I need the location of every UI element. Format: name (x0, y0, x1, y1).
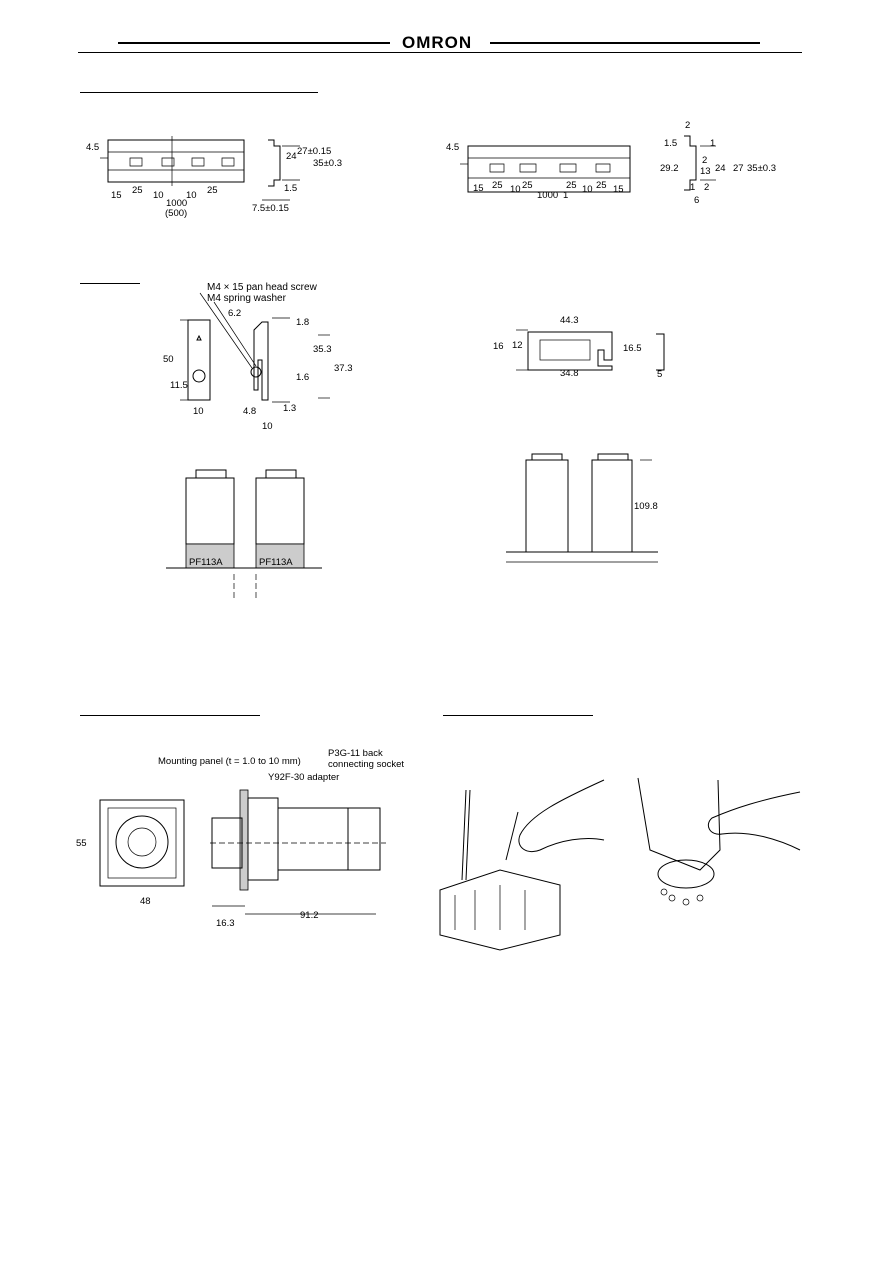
omron-logo: OMRON (402, 33, 473, 52)
dim-label: 10 (262, 421, 273, 432)
dim-label: 10 (153, 190, 164, 201)
dim-label: 1.8 (296, 317, 310, 328)
dim-label: 1000 (166, 198, 188, 209)
dim-label: 29.2 (660, 163, 679, 174)
dim-label: 7.5±0.15 (252, 203, 289, 214)
dim-label: 10 (510, 184, 521, 195)
dim-label: 25 (207, 185, 218, 196)
dim-label: 27±0.15 (297, 146, 332, 157)
dim-label: 4.8 (243, 406, 257, 417)
dim-label: 91.2 (300, 910, 319, 921)
socket-label: PF113A (189, 557, 223, 568)
dim-label: 27 (733, 163, 744, 174)
socket-label: P3G-11 back (328, 748, 383, 759)
dim-label: 1.5 (284, 183, 298, 194)
dim-label: 10 (186, 190, 197, 201)
dim-label: 15 (111, 190, 122, 201)
dim-label: 2 (704, 182, 710, 193)
adapter-label: Y92F-30 adapter (268, 772, 340, 783)
dim-label: 35.3 (313, 344, 332, 355)
dim-label: 24 (286, 151, 297, 162)
dim-label: 4.5 (86, 142, 100, 153)
removal-illustration-right (638, 778, 800, 905)
dim-label: 1 (710, 138, 716, 149)
socket-label: PF113A (259, 557, 293, 568)
mounting-panel-label: Mounting panel (t = 1.0 to 10 mm) (158, 756, 301, 767)
dim-label: 24 (715, 163, 726, 174)
dim-label: 2 (685, 120, 691, 131)
din-rail-left-drawing (100, 136, 300, 200)
dim-label: 109.8 (634, 501, 658, 512)
dim-label: 15 (473, 183, 484, 194)
dim-label: 4.5 (446, 142, 460, 153)
dim-label: 5 (657, 369, 663, 380)
spacer-drawing (516, 330, 664, 370)
dim-label: 1.5 (664, 138, 678, 149)
dim-label: 37.3 (334, 363, 353, 374)
dim-label: 15 (613, 184, 624, 195)
dim-label: 10 (193, 406, 204, 417)
dim-label: 13 (700, 166, 711, 177)
dim-label: 1.3 (283, 403, 297, 414)
dim-label: 11.5 (170, 380, 188, 391)
dim-label: 6 (694, 195, 700, 206)
dim-label: 16 (493, 341, 504, 352)
dim-label: 34.8 (560, 368, 579, 379)
washer-label: M4 spring washer (207, 293, 286, 304)
rail-mount-left-drawing (166, 470, 322, 598)
dim-label: 1.6 (296, 372, 310, 383)
dim-label: 2 (702, 155, 708, 166)
dim-label: 12 (512, 340, 523, 351)
dim-label: 25 (492, 180, 503, 191)
dim-label: (500) (165, 208, 188, 219)
socket-label: connecting socket (328, 759, 405, 770)
dim-label: 1 (563, 190, 569, 201)
end-plate-drawing (180, 293, 330, 402)
dim-label: 1000 (537, 190, 559, 201)
dim-label: 48 (140, 896, 151, 907)
dim-label: 25 (132, 185, 143, 196)
dim-label: 25 (596, 180, 607, 191)
removal-illustration-left (440, 780, 604, 950)
dim-label: 25 (522, 180, 533, 191)
dim-label: 16.5 (623, 343, 642, 354)
dim-label: 55 (76, 838, 87, 849)
dim-label: 25 (566, 180, 577, 191)
dim-label: 10 (582, 184, 593, 195)
dim-label: 44.3 (560, 315, 579, 326)
dim-label: 16.3 (216, 918, 235, 929)
dim-label: 6.2 (228, 308, 242, 319)
dim-label: 50 (163, 354, 174, 365)
screw-label: M4 × 15 pan head screw (207, 282, 317, 293)
dim-label: 35±0.3 (747, 163, 776, 174)
dim-label: 35±0.3 (313, 158, 342, 169)
dim-label: 1 (690, 182, 696, 193)
